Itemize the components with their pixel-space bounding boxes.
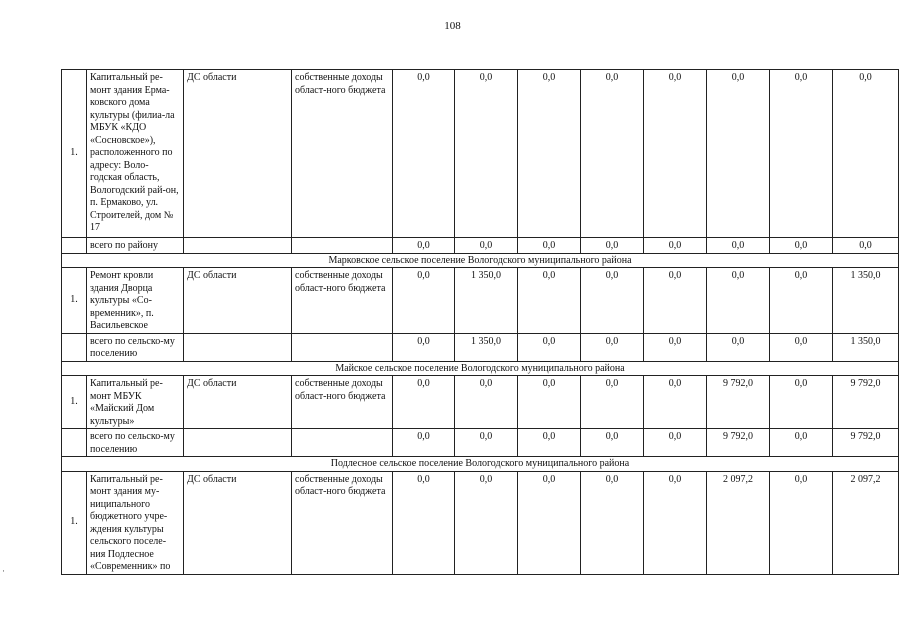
table-row: [62, 268, 899, 334]
amount-cell: 0,0: [393, 70, 455, 238]
amount-cell: 0,0: [455, 376, 518, 429]
amount-cell: 0,0: [644, 333, 707, 361]
amount-cell: 0,0: [518, 333, 581, 361]
amount-cell: 0,0: [770, 333, 833, 361]
section-heading-row: [62, 253, 899, 268]
section-heading-row: [62, 457, 899, 472]
section-heading: Марковское сельское поселение Вологодского муниципального района: [62, 253, 899, 268]
total-label: всего по сельско-му поселению: [87, 429, 184, 457]
row-index: 1.: [62, 268, 87, 334]
funding-source-cell: [292, 333, 393, 361]
table-row: [62, 471, 899, 574]
funding-source-cell: [292, 429, 393, 457]
table-row: [62, 376, 899, 429]
amount-cell: 0,0: [393, 333, 455, 361]
section-heading: Подлесное сельское поселение Вологодского муниципального района: [62, 457, 899, 472]
amount-cell: 0,0: [707, 70, 770, 238]
amount-cell: 2 097,2: [707, 471, 770, 574]
row-index: 1.: [62, 471, 87, 574]
amount-cell: 2 097,2: [833, 471, 899, 574]
object-name: Капитальный ре-монт здания Ерма-ковского дома культуры (филиа-ла МБУК «КДО «Сосновское»), расположенного по адресу: Воло-годская область, Вологодский рай-он, п. Ермаково, ул. Строителей, дом № 17: [87, 70, 184, 238]
funding-source-cell: собственные доходы област-ного бюджета: [292, 268, 393, 334]
row-index: 1.: [62, 376, 87, 429]
executor-cell: [184, 238, 292, 254]
scan-edge-mark-left: ·: [2, 566, 5, 576]
funding-source-cell: [292, 238, 393, 254]
amount-cell: 0,0: [707, 238, 770, 254]
row-index: 1.: [62, 70, 87, 238]
row-index: [62, 333, 87, 361]
amount-cell: 0,0: [644, 238, 707, 254]
amount-cell: 0,0: [455, 429, 518, 457]
section-heading-row: [62, 361, 899, 376]
executor-cell: ДС области: [184, 70, 292, 238]
funding-source-cell: собственные доходы област-ного бюджета: [292, 376, 393, 429]
total-row: [62, 429, 899, 457]
total-label: всего по сельско-му поселению: [87, 333, 184, 361]
amount-cell: 0,0: [581, 238, 644, 254]
executor-cell: ДС области: [184, 471, 292, 574]
row-index: [62, 238, 87, 254]
executor-cell: [184, 333, 292, 361]
amount-cell: 0,0: [644, 376, 707, 429]
executor-cell: [184, 429, 292, 457]
amount-cell: 1 350,0: [833, 333, 899, 361]
funding-source-cell: собственные доходы област-ного бюджета: [292, 70, 393, 238]
amount-cell: 0,0: [770, 70, 833, 238]
amount-cell: 9 792,0: [833, 376, 899, 429]
amount-cell: 1 350,0: [455, 268, 518, 334]
amount-cell: 0,0: [518, 238, 581, 254]
amount-cell: 0,0: [518, 376, 581, 429]
amount-cell: 0,0: [518, 70, 581, 238]
amount-cell: 0,0: [770, 471, 833, 574]
amount-cell: 0,0: [833, 238, 899, 254]
amount-cell: 1 350,0: [833, 268, 899, 334]
amount-cell: 0,0: [393, 471, 455, 574]
row-index: [62, 429, 87, 457]
amount-cell: 0,0: [393, 238, 455, 254]
amount-cell: 0,0: [770, 268, 833, 334]
total-row: [62, 333, 899, 361]
executor-cell: ДС области: [184, 268, 292, 334]
scan-edge-mark-right: ·: [897, 566, 900, 576]
amount-cell: 0,0: [393, 268, 455, 334]
page-number: 108: [444, 20, 461, 32]
amount-cell: 0,0: [644, 471, 707, 574]
amount-cell: 0,0: [581, 333, 644, 361]
amount-cell: 9 792,0: [707, 376, 770, 429]
amount-cell: 0,0: [393, 429, 455, 457]
amount-cell: 0,0: [455, 471, 518, 574]
object-name: Капитальный ре-монт здания му-ниципального бюджетного учре-ждения культуры сельского поселе-ния Подлесное «Современник» по: [87, 471, 184, 574]
amount-cell: 0,0: [581, 471, 644, 574]
amount-cell: 0,0: [581, 376, 644, 429]
total-label: всего по району: [87, 238, 184, 254]
amount-cell: 1 350,0: [455, 333, 518, 361]
amount-cell: 0,0: [644, 268, 707, 334]
amount-cell: 0,0: [581, 268, 644, 334]
amount-cell: 0,0: [455, 238, 518, 254]
object-name: Ремонт кровли здания Дворца культуры «Со-временник», п. Васильевское: [87, 268, 184, 334]
amount-cell: 9 792,0: [707, 429, 770, 457]
object-name: Капитальный ре-монт МБУК «Майский Дом культуры»: [87, 376, 184, 429]
amount-cell: 0,0: [455, 70, 518, 238]
amount-cell: 0,0: [581, 70, 644, 238]
amount-cell: 0,0: [707, 268, 770, 334]
section-heading: Майское сельское поселение Вологодского муниципального района: [62, 361, 899, 376]
total-row: [62, 238, 899, 254]
budget-table: [61, 69, 899, 575]
amount-cell: 0,0: [518, 429, 581, 457]
amount-cell: 0,0: [393, 376, 455, 429]
amount-cell: 0,0: [518, 471, 581, 574]
amount-cell: 0,0: [518, 268, 581, 334]
amount-cell: 0,0: [707, 333, 770, 361]
amount-cell: 0,0: [581, 429, 644, 457]
funding-source-cell: собственные доходы област-ного бюджета: [292, 471, 393, 574]
amount-cell: 0,0: [644, 70, 707, 238]
amount-cell: 9 792,0: [833, 429, 899, 457]
table-row: [62, 70, 899, 238]
amount-cell: 0,0: [644, 429, 707, 457]
executor-cell: ДС области: [184, 376, 292, 429]
amount-cell: 0,0: [770, 376, 833, 429]
amount-cell: 0,0: [770, 429, 833, 457]
amount-cell: 0,0: [770, 238, 833, 254]
amount-cell: 0,0: [833, 70, 899, 238]
